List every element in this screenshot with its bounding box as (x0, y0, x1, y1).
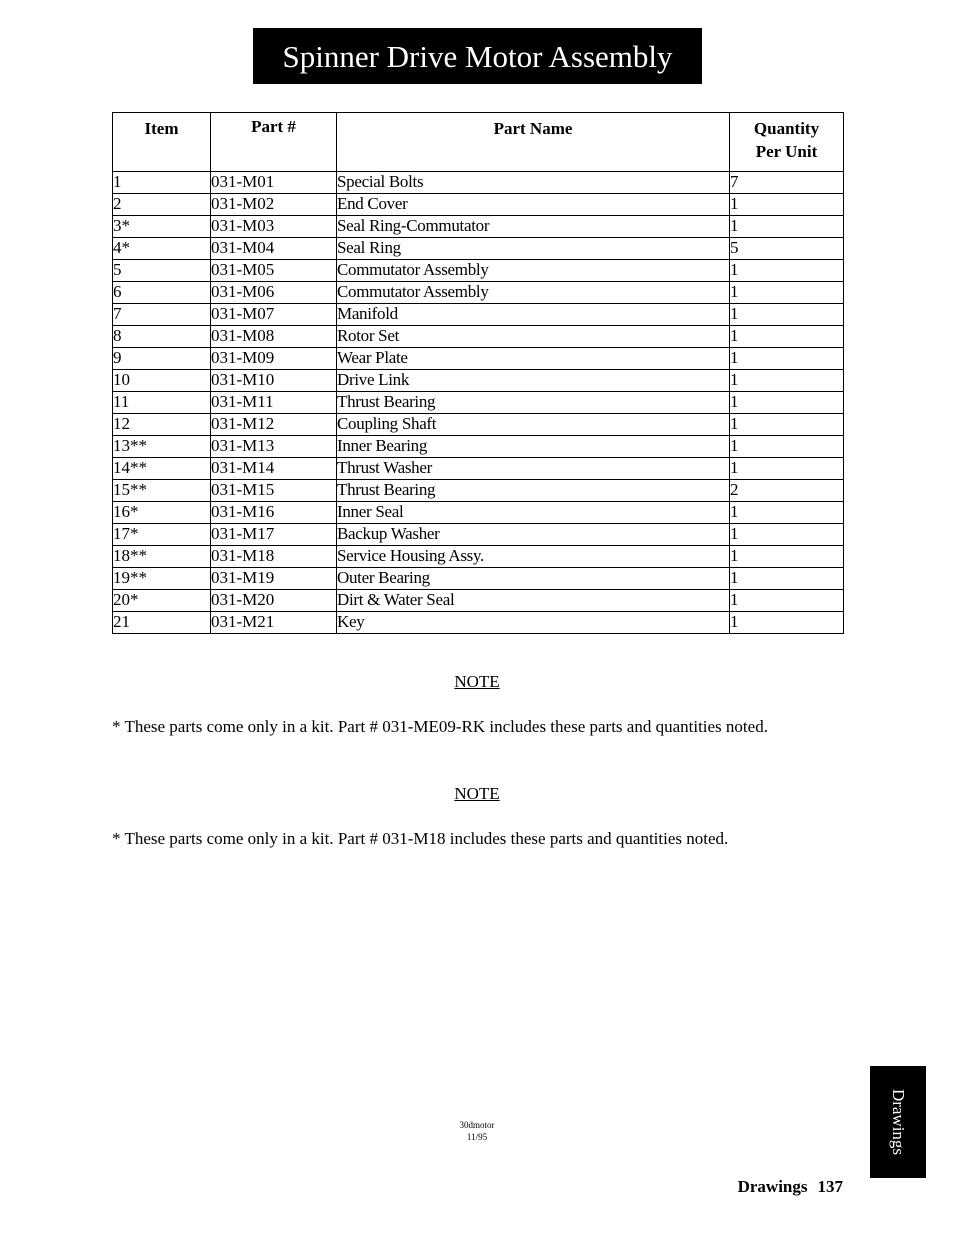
cell-quantity: 1 (730, 326, 844, 348)
table-row (113, 370, 844, 392)
cell-part-number: 031-M08 (211, 326, 337, 348)
table-row (113, 590, 844, 612)
cell-item: 2 (113, 194, 211, 216)
drawing-date: 11/95 (466, 1132, 488, 1142)
cell-item: 9 (113, 348, 211, 370)
cell-quantity: 1 (730, 304, 844, 326)
cell-item: 16* (113, 502, 211, 524)
cell-part-number: 031-M14 (211, 458, 337, 480)
cell-item: 4* (113, 238, 211, 260)
cell-quantity: 1 (730, 458, 844, 480)
table-row (113, 546, 844, 568)
cell-part-number: 031-M01 (211, 172, 337, 194)
note-text-1: * These parts come only in a kit. Part # 031-ME09-RK includes these parts and quantities noted. (112, 717, 768, 736)
cell-part-name: Inner Seal (337, 502, 730, 524)
cell-quantity: 1 (730, 436, 844, 458)
table-row (113, 326, 844, 348)
header-quantity (730, 113, 844, 172)
cell-quantity: 1 (730, 414, 844, 436)
cell-quantity: 1 (730, 282, 844, 304)
cell-part-number: 031-M12 (211, 414, 337, 436)
cell-part-number: 031-M10 (211, 370, 337, 392)
cell-item: 12 (113, 414, 211, 436)
cell-quantity: 1 (730, 568, 844, 590)
page-footer (738, 1177, 843, 1197)
cell-part-number: 031-M09 (211, 348, 337, 370)
page-number: 137 (817, 1177, 843, 1196)
cell-part-number: 031-M07 (211, 304, 337, 326)
cell-quantity: 1 (730, 194, 844, 216)
cell-part-number: 031-M21 (211, 612, 337, 634)
table-row (113, 480, 844, 502)
cell-part-name: Thrust Bearing (337, 392, 730, 414)
cell-part-name: Coupling Shaft (337, 414, 730, 436)
cell-part-name: Manifold (337, 304, 730, 326)
cell-part-name: Service Housing Assy. (337, 546, 730, 568)
cell-part-number: 031-M19 (211, 568, 337, 590)
drawing-code: 30dmotor (459, 1120, 495, 1130)
cell-part-name: Seal Ring-Commutator (337, 216, 730, 238)
cell-part-name: Wear Plate (337, 348, 730, 370)
cell-item: 18** (113, 546, 211, 568)
page-title: Spinner Drive Motor Assembly (253, 28, 702, 84)
cell-item: 8 (113, 326, 211, 348)
cell-item: 1 (113, 172, 211, 194)
cell-part-name: Key (337, 612, 730, 634)
side-tab-label: Drawings (889, 1088, 909, 1156)
header-item: Item (113, 113, 211, 172)
table-row (113, 282, 844, 304)
cell-part-name: Thrust Washer (337, 458, 730, 480)
footer-section-name: Drawings (737, 1177, 808, 1196)
cell-part-number: 031-M17 (211, 524, 337, 546)
cell-part-name: Special Bolts (337, 172, 730, 194)
cell-quantity: 1 (730, 216, 844, 238)
table-row (113, 502, 844, 524)
cell-part-name: Backup Washer (337, 524, 730, 546)
cell-part-number: 031-M11 (211, 392, 337, 414)
cell-item: 3* (113, 216, 211, 238)
header-quantity-line1: Quantity (753, 119, 820, 138)
cell-item: 7 (113, 304, 211, 326)
cell-part-name: Thrust Bearing (337, 480, 730, 502)
table-row (113, 612, 844, 634)
cell-quantity: 2 (730, 480, 844, 502)
note-heading-1: NOTE (454, 672, 500, 691)
cell-part-name: Drive Link (337, 370, 730, 392)
cell-item: 21 (113, 612, 211, 634)
cell-part-number: 031-M18 (211, 546, 337, 568)
note-text-2: * These parts come only in a kit. Part # 031-M18 includes these parts and quantities noted. (112, 829, 729, 848)
header-quantity-line2: Per Unit (755, 142, 818, 161)
cell-item: 14** (113, 458, 211, 480)
cell-item: 20* (113, 590, 211, 612)
cell-part-number: 031-M05 (211, 260, 337, 282)
cell-item: 17* (113, 524, 211, 546)
cell-item: 5 (113, 260, 211, 282)
note-heading-2: NOTE (454, 784, 500, 803)
table-row (113, 436, 844, 458)
table-row (113, 524, 844, 546)
cell-part-number: 031-M15 (211, 480, 337, 502)
cell-quantity: 5 (730, 238, 844, 260)
cell-quantity: 1 (730, 546, 844, 568)
cell-item: 15** (113, 480, 211, 502)
table-row (113, 194, 844, 216)
cell-part-name: Rotor Set (337, 326, 730, 348)
table-row (113, 414, 844, 436)
cell-item: 13** (113, 436, 211, 458)
parts-table (112, 112, 844, 634)
header-part-number: Part # (211, 113, 337, 172)
table-row (113, 458, 844, 480)
cell-part-number: 031-M20 (211, 590, 337, 612)
table-row (113, 260, 844, 282)
table-header-row (113, 113, 844, 172)
table-row (113, 238, 844, 260)
cell-item: 6 (113, 282, 211, 304)
section-side-tab (870, 1066, 926, 1178)
cell-part-name: Dirt & Water Seal (337, 590, 730, 612)
table-row (113, 216, 844, 238)
cell-item: 11 (113, 392, 211, 414)
parts-table-body (113, 172, 844, 634)
cell-part-name: Commutator Assembly (337, 260, 730, 282)
cell-part-number: 031-M04 (211, 238, 337, 260)
cell-quantity: 1 (730, 524, 844, 546)
cell-quantity: 1 (730, 392, 844, 414)
cell-part-number: 031-M06 (211, 282, 337, 304)
cell-quantity: 7 (730, 172, 844, 194)
table-row (113, 172, 844, 194)
cell-quantity: 1 (730, 260, 844, 282)
cell-part-name: End Cover (337, 194, 730, 216)
cell-quantity: 1 (730, 502, 844, 524)
cell-item: 10 (113, 370, 211, 392)
cell-item: 19** (113, 568, 211, 590)
table-row (113, 348, 844, 370)
cell-part-number: 031-M03 (211, 216, 337, 238)
cell-quantity: 1 (730, 370, 844, 392)
cell-part-name: Seal Ring (337, 238, 730, 260)
table-row (113, 392, 844, 414)
cell-quantity: 1 (730, 612, 844, 634)
cell-part-number: 031-M16 (211, 502, 337, 524)
cell-quantity: 1 (730, 348, 844, 370)
cell-quantity: 1 (730, 590, 844, 612)
cell-part-name: Commutator Assembly (337, 282, 730, 304)
header-part-name: Part Name (337, 113, 730, 172)
table-row (113, 304, 844, 326)
cell-part-name: Outer Bearing (337, 568, 730, 590)
cell-part-name: Inner Bearing (337, 436, 730, 458)
table-row (113, 568, 844, 590)
cell-part-number: 031-M13 (211, 436, 337, 458)
cell-part-number: 031-M02 (211, 194, 337, 216)
